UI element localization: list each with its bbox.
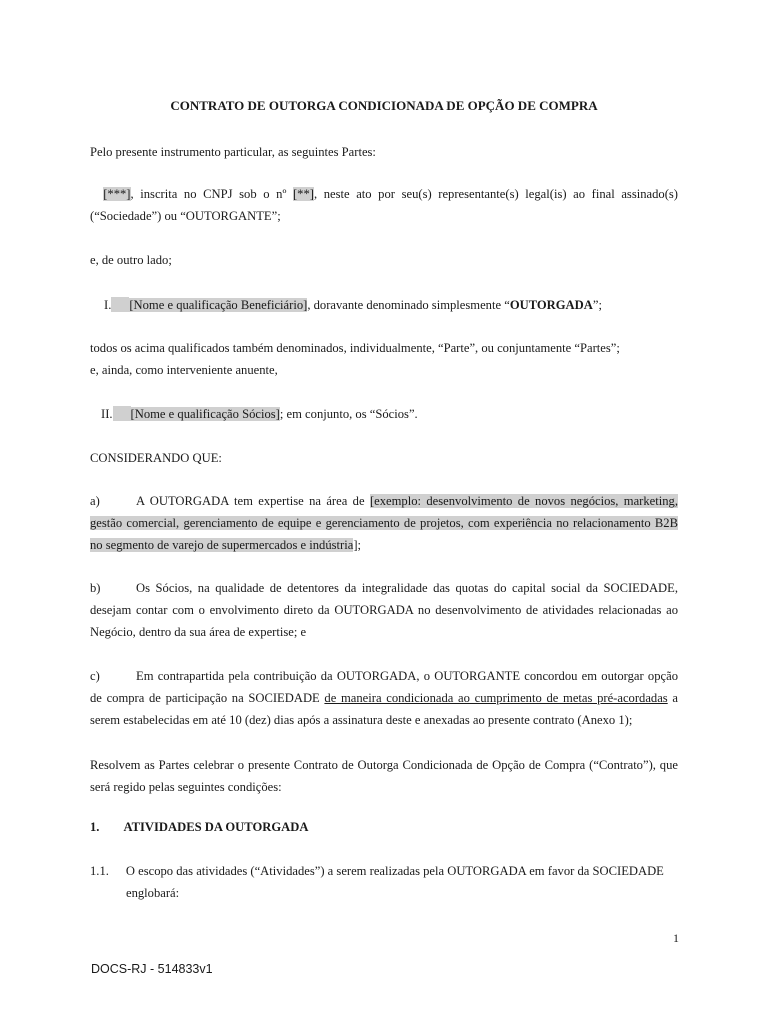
- placeholder-cnpj: [**]: [292, 187, 314, 201]
- other-side-line: e, de outro lado;: [90, 253, 172, 267]
- clause-1-1: 1.1. O escopo das atividades (“Atividades”) a serem realizadas pela OUTORGADA em favor da SOCIEDADE: [90, 864, 664, 878]
- clause-b: b) Os Sócios, na qualidade de detentores da integralidade das quotas do capital social da SOCIEDADE, desejam contar com o envolvimento direto da OUTORGADA no desenvolvimento de atividades relacionadas ao Negócio, dentro da sua área de expertise; e: [90, 581, 678, 639]
- party1-paragraph: [***], inscrita no CNPJ sob o nº [**], neste ato por seu(s) representante(s) legal(is) ao final assinado(s) (“Sociedade”) ou “OUTORGANTE”;: [90, 187, 678, 223]
- page-number: 1: [673, 931, 679, 945]
- section-1-heading: 1. ATIVIDADES DA OUTORGADA: [90, 820, 309, 834]
- intervening-line: e, ainda, como interveniente anuente,: [90, 363, 278, 377]
- highlight-gap: [113, 406, 131, 421]
- activity-area-highlight: [exemplo: desenvolvimento de novos negócios, marketing, gestão comercial, gerenciamento de equipe e gerenciamento de projetos, com experiência no relacionamento B2B no segmento de varejo de supermercados e indústria: [90, 494, 679, 552]
- qualified-line: todos os acima qualificados também denominados, individualmente, “Parte”, ou conjuntamente “Partes”;: [90, 341, 620, 355]
- placeholder-beneficiary: [Nome e qualificação Beneficiário]: [129, 298, 308, 312]
- conditional-phrase: de maneira condicionada ao cumprimento de metas pré-acordadas: [324, 691, 668, 705]
- clause-1-1-continuation: englobará:: [126, 886, 180, 900]
- placeholder-asterisks: [***]: [103, 187, 131, 201]
- document-title: CONTRATO DE OUTORGA CONDICIONADA DE OPÇÃO DE COMPRA: [170, 98, 598, 113]
- considering-heading: CONSIDERANDO QUE:: [90, 451, 222, 465]
- clause-a: a) A OUTORGADA tem expertise na área de [exemplo: desenvolvimento de novos negócios, marketing, gestão comercial, gerenciamento de equipe e gerenciamento de projetos, com experiência no relacionamento B2B no segmento de varejo de supermercados e indústria];: [90, 494, 679, 552]
- item-i: I. [Nome e qualificação Beneficiário], doravante denominado simplesmente “OUTORGADA”;: [104, 298, 602, 312]
- placeholder-partners: [Nome e qualificação Sócios]: [130, 407, 280, 421]
- resolve-paragraph: Resolvem as Partes celebrar o presente Contrato de Outorga Condicionada de Opção de Compra (“Contrato”), que será regido pelas seguintes condições:: [90, 758, 678, 794]
- highlight-gap: [111, 297, 129, 312]
- intro-paragraph: Pelo presente instrumento particular, as seguintes Partes:: [90, 145, 376, 159]
- clause-c: c) Em contrapartida pela contribuição da OUTORGADA, o OUTORGANTE concordou em outorgar opção de compra de participação na SOCIEDADE de maneira condicionada ao cumprimento de metas pré-acordadas a serem estabelecidas em até 10 (dez) dias após a assinatura deste e anexadas ao presente contrato (Anexo 1);: [90, 669, 678, 727]
- document-footer: DOCS-RJ - 514833v1: [91, 962, 213, 976]
- item-ii: II. [Nome e qualificação Sócios]; em conjunto, os “Sócios”.: [101, 407, 418, 421]
